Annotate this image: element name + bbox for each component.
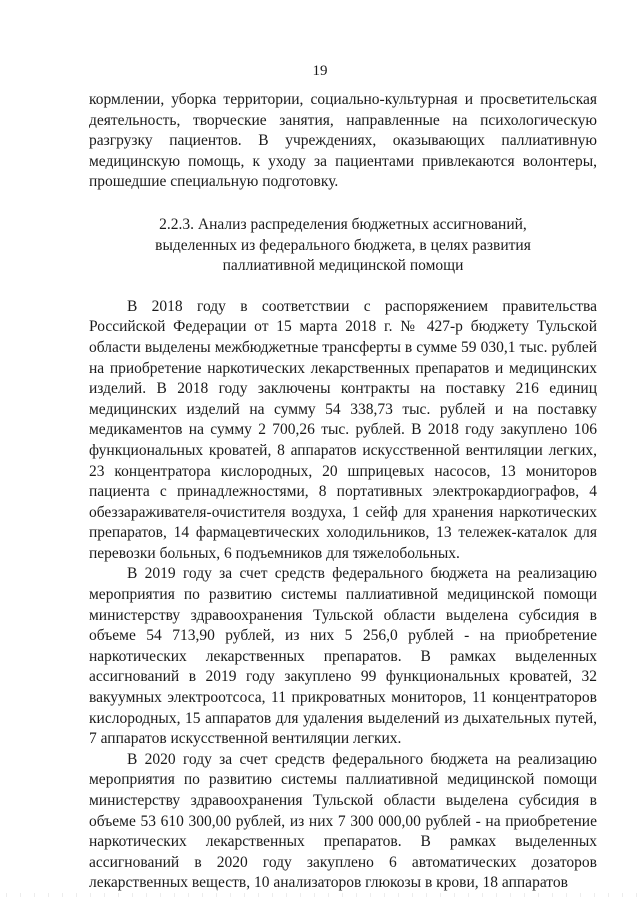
- paragraph-2019: В 2019 году за счет средств федерального бюджета на реализацию мероприятия по развитию системы паллиативной медицинской помощи министерству здравоохранения Тульской области выделена субсидия в объеме 54 713,90 рублей, из них 5 256,0 рублей - на приобретение наркотических лекарственных препаратов. В рамках выделенных ассигнований в 2019 году закуплено 99 функциональных кроватей, 32 вакуумных электроотсоса, 11 прикроватных мониторов, 11 концентраторов кислородных, 15 аппаратов для удаления выделений из дыхательных путей, 7 аппаратов искусственной вентиляции легких.: [89, 565, 597, 748]
- scan-bottom-edge: [0, 893, 640, 897]
- section-heading-line-3: паллиативной медицинской помощи: [222, 257, 464, 275]
- section-heading-line-1: 2.2.3. Анализ распределения бюджетных ассигнований,: [159, 215, 527, 233]
- paragraph-2020: В 2020 году за счет средств федерального бюджета на реализацию мероприятия по развитию системы паллиативной медицинской помощи министерству здравоохранения Тульской области выделена субсидия в объеме 53 610 300,00 рублей, из них 7 300 000,00 рублей - на приобретение наркотических лекарственных препаратов. В рамках выделенных ассигнований в 2020 году закуплено 6 автоматических дозаторов лекарственных веществ, 10 анализаторов глюкозы в крови, 18 аппаратов: [89, 750, 597, 892]
- document-body: [89, 90, 597, 894]
- page-number: 19: [312, 63, 328, 79]
- section-heading-line-2: выделенных из федерального бюджета, в целях развития: [155, 236, 531, 254]
- intro-paragraph: кормлении, уборка территории, социально-культурная и просветительская деятельность, творческие занятия, направленные на психологическую разгрузку пациентов. В учреждениях, оказывающих паллиативную медицинскую помощь, к уходу за пациентами привлекаются волонтеры, прошедшие специальную подготовку.: [89, 91, 597, 191]
- paragraph-2018: В 2018 году в соответствии с распоряжением правительства Российской Федерации от 15 марта 2018 г. № 427-р бюджету Тульской области выделены межбюджетные трансферты в сумме 59 030,1 тыс. рублей на приобретение наркотических лекарственных препаратов и медицинских изделий. В 2018 году заключены контракты на поставку 216 единиц медицинских изделий на сумму 54 338,73 тыс. рублей и на поставку медикаментов на сумму 2 700,26 тыс. рублей. В 2018 году закуплено 106 функциональных кроватей, 8 аппаратов искусственной вентиляции легких, 23 концентратора кислородных, 20 шприцевых насосов, 13 мониторов пациента с принадлежностями, 8 портативных электрокардиографов, 4 обеззараживателя-очистителя воздуха, 1 сейф для хранения наркотических препаратов, 14 фармацевтических холодильников, 13 тележек-каталок для перевозки больных, 6 подъемников для тяжелобольных.: [89, 297, 597, 562]
- section-heading: [89, 215, 597, 277]
